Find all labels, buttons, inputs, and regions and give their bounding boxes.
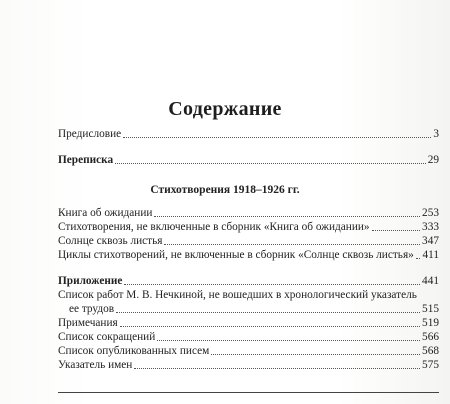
toc-page-number: 441 — [422, 275, 439, 287]
toc-page-number: 3 — [433, 128, 439, 140]
toc-entry — [58, 316, 439, 330]
toc-page-number: 575 — [422, 359, 439, 371]
toc-page-number: 29 — [427, 154, 439, 166]
page-title: Содержание — [168, 98, 282, 120]
dot-leader — [120, 316, 420, 327]
toc-page-number: 411 — [422, 249, 439, 261]
dot-leader — [154, 206, 420, 217]
toc-entry-label-line2: ее трудов — [69, 303, 115, 315]
toc-page-number: 515 — [422, 303, 439, 315]
toc-entry — [58, 302, 439, 316]
dot-leader — [123, 127, 431, 138]
toc-entry — [58, 220, 439, 234]
toc-page-number: 333 — [422, 221, 439, 233]
toc-page-number: 568 — [422, 345, 439, 357]
toc-entry-label: Стихотворения, не включенные в сборник «Книга об ожидании» — [58, 221, 370, 233]
dot-leader — [115, 153, 426, 164]
toc-entry-label: Примечания — [58, 317, 118, 329]
dot-leader — [164, 234, 420, 245]
toc-entry-label: Список опубликованных писем — [58, 345, 210, 357]
toc-entry-preface — [58, 127, 439, 141]
toc-entry-label-line1: Список работ М. В. Нечкиной, не вошедших в хронологический указатель — [58, 289, 417, 301]
toc-entry — [58, 206, 439, 220]
toc-entry-label: Указатель имен — [58, 359, 133, 371]
toc-page-number: 253 — [422, 207, 439, 219]
toc-entry-correspondence — [58, 153, 439, 167]
toc-entry-label: Список сокращений — [58, 331, 156, 343]
toc-entry-label: Приложение — [58, 275, 123, 287]
dot-leader — [416, 248, 421, 259]
dot-leader — [116, 302, 420, 313]
toc-page-number: 347 — [422, 235, 439, 247]
toc-entry-appendix — [58, 274, 439, 288]
dot-leader — [124, 274, 420, 285]
toc-entry — [58, 234, 439, 248]
toc-page-number: 566 — [422, 331, 439, 343]
section-heading-poems: Стихотворения 1918–1926 гг. — [150, 184, 300, 196]
footer-rule — [58, 392, 439, 393]
toc-entry-label: Книга об ожидании — [58, 207, 153, 219]
toc-entry — [58, 358, 439, 372]
toc-entry — [58, 330, 439, 344]
toc-entry-label: Предисловие — [58, 128, 122, 140]
dot-leader — [134, 358, 420, 369]
toc-entry-label: Солнце сквозь листья — [58, 235, 163, 247]
toc-entry — [58, 344, 439, 358]
dot-leader — [372, 220, 420, 231]
toc-page-number: 519 — [422, 317, 439, 329]
toc-entry-label: Циклы стихотворений, не включенные в сборник «Солнце сквозь листья» — [58, 249, 414, 261]
toc-entry-label: Переписка — [58, 154, 114, 166]
toc-entry — [58, 248, 439, 262]
dot-leader — [211, 344, 420, 355]
dot-leader — [157, 330, 420, 341]
